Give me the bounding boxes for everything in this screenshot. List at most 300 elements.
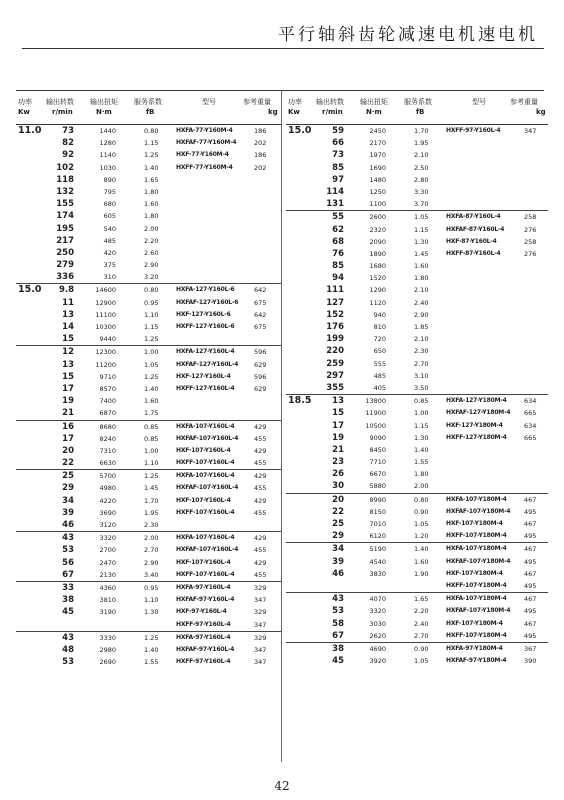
weight-cell: 455 [254, 459, 267, 468]
speed-cell: 20 [62, 445, 74, 456]
speed-cell: 48 [62, 644, 74, 655]
service-factor-cell: 1.70 [144, 496, 159, 505]
torque-cell: 720 [373, 335, 386, 344]
torque-cell: 8150 [369, 507, 386, 516]
speed-cell: 92 [62, 150, 74, 161]
weight-cell: 455 [254, 570, 267, 579]
speed-cell: 16 [62, 421, 74, 432]
weight-cell: 596 [254, 372, 267, 381]
torque-cell: 8450 [369, 445, 386, 454]
speed-cell: 17 [332, 420, 344, 431]
torque-cell: 9090 [369, 433, 386, 442]
table-row [286, 592, 548, 605]
table-row [16, 125, 281, 137]
service-factor-cell: 2.40 [414, 619, 429, 628]
left-rows [16, 125, 281, 668]
model-cell: HXFA-107-Y160L-4 [176, 534, 235, 542]
model-cell: HXFAF-127-Y160L-4 [176, 360, 239, 368]
torque-cell: 3810 [99, 596, 116, 605]
weight-cell: 429 [254, 558, 267, 567]
table-row [16, 359, 281, 371]
table-row [16, 482, 281, 494]
service-factor-cell: 1.55 [144, 658, 159, 667]
speed-cell: 39 [332, 556, 344, 567]
torque-cell: 2700 [99, 546, 116, 555]
table-row [286, 618, 548, 630]
speed-cell: 355 [326, 382, 344, 393]
table-row [286, 224, 548, 236]
torque-cell: 680 [103, 200, 116, 209]
table-row [16, 297, 281, 309]
weight-cell: 629 [254, 384, 267, 393]
torque-cell: 1520 [369, 274, 386, 283]
torque-cell: 555 [373, 359, 386, 368]
weight-cell: 675 [254, 298, 267, 307]
table-row [16, 544, 281, 556]
service-factor-cell: 2.70 [144, 546, 159, 555]
header-model: 型号 [472, 98, 486, 106]
speed-cell: 43 [332, 594, 344, 605]
left-table [16, 96, 281, 668]
speed-cell: 43 [62, 533, 74, 544]
service-factor-cell: 1.80 [414, 470, 429, 479]
right-rows [286, 125, 548, 667]
torque-cell: 13800 [365, 397, 386, 406]
speed-cell: 195 [56, 223, 74, 234]
service-factor-cell: 3.70 [414, 200, 429, 209]
power-cell: 11.0 [18, 125, 42, 136]
table-row [286, 642, 548, 655]
table-row [286, 394, 548, 407]
weight-cell: 495 [524, 607, 537, 616]
table-row [286, 149, 548, 161]
header-speed: 输出转数 [46, 98, 74, 106]
service-factor-cell: 2.30 [414, 347, 429, 356]
table-row [286, 420, 548, 432]
table-row [16, 247, 281, 259]
service-factor-cell: 2.50 [414, 163, 429, 172]
service-factor-cell: 1.60 [144, 200, 159, 209]
header-weight: 参考重量 [510, 98, 538, 106]
torque-cell: 10500 [365, 421, 386, 430]
speed-cell: 19 [62, 396, 74, 407]
right-table [286, 96, 548, 667]
service-factor-cell: 2.30 [144, 521, 159, 529]
weight-cell: 367 [524, 644, 537, 653]
table-row [16, 198, 281, 210]
speed-cell: 68 [332, 236, 344, 247]
service-factor-cell: 3.40 [144, 570, 159, 579]
service-factor-cell: 1.40 [414, 445, 429, 454]
service-factor-cell: 1.45 [144, 484, 159, 493]
table-row [16, 371, 281, 383]
speed-cell: 34 [62, 495, 74, 506]
speed-cell: 259 [326, 358, 344, 369]
model-cell: HXFF-107-Y160L-4 [176, 570, 235, 578]
torque-cell: 420 [103, 248, 116, 257]
weight-cell: 665 [524, 409, 537, 418]
header-weight: 参考重量 [243, 98, 271, 106]
model-cell: HXFF-107-Y160L-4 [176, 508, 235, 516]
torque-cell: 3320 [99, 534, 116, 543]
table-row [286, 556, 548, 568]
torque-cell: 5190 [369, 545, 386, 554]
table-row [286, 530, 548, 542]
torque-cell: 1280 [99, 139, 116, 148]
table-row [286, 272, 548, 284]
torque-cell: 8680 [99, 422, 116, 431]
torque-cell: 1250 [369, 187, 386, 196]
speed-cell: 9.8 [58, 285, 74, 296]
torque-cell: 6870 [99, 409, 116, 418]
service-factor-cell: 1.30 [414, 237, 429, 246]
model-cell: HXFA-107-Y180M-4 [446, 495, 507, 503]
weight-cell: 347 [254, 620, 267, 629]
model-cell: HXF-107-Y180M-4 [446, 520, 503, 527]
weight-cell: 629 [254, 360, 267, 369]
service-factor-cell: 1.60 [414, 262, 429, 271]
torque-cell: 4690 [369, 644, 386, 653]
torque-cell: 4070 [369, 595, 386, 604]
service-factor-cell: 1.10 [144, 596, 159, 605]
table-row [16, 283, 281, 296]
header-service: 服务系数 [134, 98, 162, 106]
model-cell: HXFA-97-Y180M-4 [446, 644, 503, 652]
model-cell: HXFA-77-Y160M-4 [176, 127, 233, 134]
speed-cell: 29 [332, 531, 344, 542]
weight-cell: 495 [524, 631, 537, 640]
speed-cell: 43 [62, 632, 74, 643]
table-row [16, 656, 281, 668]
service-factor-cell: 2.90 [144, 558, 159, 567]
weight-cell: 258 [524, 213, 537, 222]
table-row [16, 309, 281, 321]
speed-cell: 131 [326, 199, 344, 210]
speed-cell: 176 [326, 322, 344, 332]
torque-cell: 3190 [99, 608, 116, 617]
service-factor-cell: 1.70 [414, 127, 429, 135]
service-factor-cell: 1.40 [144, 645, 159, 654]
service-factor-cell: 2.70 [414, 631, 429, 640]
speed-cell: 33 [62, 582, 74, 593]
speed-cell: 94 [332, 273, 344, 284]
speed-cell: 25 [62, 471, 74, 482]
table-row [16, 445, 281, 457]
service-factor-cell: 1.40 [144, 384, 159, 393]
torque-cell: 11900 [365, 409, 386, 418]
table-row [16, 321, 281, 333]
service-factor-cell: 1.60 [144, 397, 159, 406]
model-cell: HXF-87-Y160L-4 [446, 237, 497, 245]
model-cell: HXFA-87-Y160L-4 [446, 213, 501, 221]
header-power: 功率 [18, 98, 32, 106]
service-factor-cell: 0.90 [414, 507, 429, 516]
torque-cell: 3330 [99, 633, 116, 642]
speed-cell: 73 [332, 150, 344, 161]
table-row [16, 395, 281, 407]
table-row [286, 236, 548, 248]
speed-cell: 14 [62, 322, 74, 332]
service-factor-cell: 2.60 [144, 248, 159, 257]
model-cell: HXFAF-97-Y160L-4 [176, 645, 235, 653]
model-cell: HXFA-107-Y160L-4 [176, 472, 235, 480]
service-factor-cell: 1.80 [144, 187, 159, 196]
service-factor-cell: 0.80 [144, 286, 159, 295]
table-row [286, 580, 548, 592]
service-factor-cell: 1.25 [144, 372, 159, 381]
speed-cell: 85 [332, 162, 344, 173]
service-factor-cell: 1.45 [414, 249, 429, 258]
weight-cell: 429 [254, 472, 267, 481]
torque-cell: 2130 [99, 570, 116, 579]
table-row [286, 542, 548, 555]
speed-cell: 21 [332, 444, 344, 455]
weight-cell: 455 [254, 434, 267, 443]
service-factor-cell: 2.20 [414, 607, 429, 616]
header-service-unit: fB [146, 108, 155, 116]
service-factor-cell: 1.25 [144, 472, 159, 481]
torque-cell: 405 [373, 383, 386, 392]
torque-cell: 7010 [369, 520, 386, 528]
speed-cell: 250 [56, 247, 74, 258]
header-torque: 输出扭矩 [360, 98, 388, 106]
model-cell: HXFAF-107-Y160L-4 [176, 546, 239, 554]
model-cell: HXF-77-Y160M-4 [176, 151, 229, 159]
model-cell: HXF-107-Y180M-4 [446, 569, 503, 577]
service-factor-cell: 2.10 [414, 151, 429, 160]
torque-cell: 3830 [369, 569, 386, 578]
table-row [286, 456, 548, 468]
service-factor-cell: 2.00 [144, 534, 159, 543]
torque-cell: 6120 [369, 532, 386, 541]
weight-cell: 329 [254, 608, 267, 617]
service-factor-cell: 1.25 [144, 335, 159, 344]
header-torque-unit: N·m [96, 108, 112, 116]
table-row [286, 432, 548, 444]
weight-cell: 276 [524, 249, 537, 258]
power-cell: 15.0 [18, 284, 42, 296]
table-row [16, 420, 281, 433]
torque-cell: 890 [103, 175, 116, 184]
speed-cell: 53 [332, 606, 344, 617]
torque-cell: 6630 [99, 459, 116, 468]
speed-cell: 38 [332, 643, 344, 654]
service-factor-cell: 1.90 [414, 569, 429, 578]
model-cell: HXFA-107-Y180M-4 [446, 595, 507, 603]
service-factor-cell: 2.00 [414, 482, 429, 491]
header-power-unit: Kw [288, 108, 300, 116]
torque-cell: 810 [373, 323, 386, 331]
torque-cell: 1440 [99, 127, 116, 135]
service-factor-cell: 2.70 [414, 359, 429, 368]
table-row [16, 457, 281, 469]
torque-cell: 12300 [95, 348, 116, 357]
table-row [286, 333, 548, 345]
table-row [286, 370, 548, 382]
torque-cell: 3320 [369, 607, 386, 616]
table-row [286, 493, 548, 506]
table-row [16, 210, 281, 222]
table-row [286, 198, 548, 210]
speed-cell: 25 [332, 519, 344, 529]
model-cell: HXF-107-Y180M-4 [446, 619, 503, 627]
service-factor-cell: 1.30 [144, 608, 159, 617]
model-cell: HXF-97-Y160L-4 [176, 608, 227, 616]
speed-cell: 19 [332, 432, 344, 443]
header-service-unit: fB [416, 108, 425, 116]
speed-cell: 132 [56, 186, 74, 197]
weight-cell: 665 [524, 433, 537, 442]
torque-cell: 3920 [369, 657, 386, 666]
title-rule [22, 48, 544, 49]
torque-cell: 1690 [369, 163, 386, 172]
service-factor-cell: 1.20 [414, 532, 429, 541]
torque-cell: 1030 [99, 163, 116, 172]
torque-cell: 4360 [99, 583, 116, 592]
model-cell: HXFAF-107-Y180M-4 [446, 557, 511, 565]
weight-cell: 467 [524, 495, 537, 504]
model-cell: HXFF-107-Y180M-4 [446, 581, 507, 589]
torque-cell: 4220 [99, 496, 116, 505]
speed-cell: 199 [326, 334, 344, 345]
table-row [16, 259, 281, 271]
speed-cell: 39 [62, 507, 74, 518]
service-factor-cell: 1.40 [414, 545, 429, 554]
header-model: 型号 [202, 98, 216, 106]
weight-cell: 467 [524, 619, 537, 628]
speed-cell: 38 [62, 595, 74, 606]
speed-cell: 111 [326, 285, 344, 296]
header-speed-unit: r/min [322, 108, 343, 116]
torque-cell: 940 [373, 310, 386, 319]
table-row [16, 383, 281, 395]
weight-cell: 347 [524, 127, 537, 135]
header-torque-unit: N·m [366, 108, 382, 116]
table-row [286, 605, 548, 617]
header-speed: 输出转数 [316, 98, 344, 106]
speed-cell: 45 [62, 607, 74, 618]
torque-cell: 3120 [99, 521, 116, 529]
service-factor-cell: 0.90 [414, 644, 429, 653]
weight-cell: 186 [254, 151, 267, 160]
weight-cell: 186 [254, 127, 267, 135]
model-cell: HXF-127-Y180M-4 [446, 421, 503, 429]
speed-cell: 20 [332, 494, 344, 505]
speed-cell: 66 [332, 138, 344, 149]
weight-cell: 467 [524, 595, 537, 604]
torque-cell: 1140 [99, 151, 116, 160]
speed-cell: 73 [62, 126, 74, 136]
table-row [286, 382, 548, 394]
weight-cell: 467 [524, 545, 537, 554]
speed-cell: 217 [56, 235, 74, 246]
torque-cell: 2690 [99, 658, 116, 667]
weight-cell: 495 [524, 581, 537, 590]
header-torque: 输出扭矩 [90, 98, 118, 106]
torque-cell: 2980 [99, 645, 116, 654]
column-divider [281, 90, 282, 762]
service-factor-cell: 1.60 [414, 557, 429, 566]
table-row [286, 655, 548, 667]
service-factor-cell: 1.10 [144, 459, 159, 468]
table-row [16, 149, 281, 161]
page-title: 平行轴斜齿轮减速电机速电机 [278, 25, 538, 45]
service-factor-cell: 3.20 [144, 273, 159, 282]
speed-cell: 21 [62, 408, 74, 419]
speed-cell: 76 [332, 248, 344, 259]
service-factor-cell: 1.95 [144, 508, 159, 517]
torque-cell: 2600 [369, 213, 386, 222]
torque-cell: 1970 [369, 151, 386, 160]
speed-cell: 279 [56, 260, 74, 271]
header-speed-unit: r/min [52, 108, 73, 116]
service-factor-cell: 1.30 [414, 433, 429, 442]
speed-cell: 13 [62, 309, 74, 320]
weight-cell: 347 [254, 658, 267, 667]
service-factor-cell: 1.15 [144, 323, 159, 331]
speed-cell: 59 [332, 126, 344, 136]
speed-cell: 220 [326, 346, 344, 357]
speed-cell: 155 [56, 199, 74, 210]
service-factor-cell: 0.95 [144, 298, 159, 307]
torque-cell: 9710 [99, 372, 116, 381]
speed-cell: 114 [326, 186, 344, 197]
torque-cell: 540 [103, 224, 116, 233]
torque-cell: 1120 [369, 298, 386, 307]
torque-cell: 4540 [369, 557, 386, 566]
table-row [286, 358, 548, 370]
service-factor-cell: 1.65 [414, 595, 429, 604]
speed-cell: 34 [332, 544, 344, 555]
service-factor-cell: 1.05 [414, 520, 429, 528]
table-row [286, 630, 548, 642]
weight-cell: 347 [254, 596, 267, 605]
table-row [16, 345, 281, 358]
speed-cell: 53 [62, 545, 74, 556]
table-row [286, 480, 548, 492]
speed-cell: 15 [332, 408, 344, 419]
torque-cell: 1480 [369, 175, 386, 184]
service-factor-cell: 0.85 [144, 434, 159, 443]
speed-cell: 22 [332, 506, 344, 517]
torque-cell: 310 [103, 273, 116, 282]
service-factor-cell: 1.80 [144, 212, 159, 221]
service-factor-cell: 1.40 [144, 163, 159, 172]
table-row [16, 631, 281, 644]
service-factor-cell: 3.50 [414, 383, 429, 392]
service-factor-cell: 2.10 [414, 286, 429, 295]
speed-cell: 12 [62, 347, 74, 358]
service-factor-cell: 2.80 [414, 175, 429, 184]
speed-cell: 46 [62, 520, 74, 530]
table-row [16, 137, 281, 149]
header-service: 服务系数 [404, 98, 432, 106]
model-cell: HXFA-127-Y160L-4 [176, 348, 235, 356]
torque-cell: 485 [103, 236, 116, 245]
table-row [286, 407, 548, 419]
torque-cell: 2470 [99, 558, 116, 567]
weight-cell: 495 [524, 557, 537, 566]
table-row [16, 162, 281, 174]
torque-cell: 5880 [369, 482, 386, 491]
speed-cell: 85 [332, 261, 344, 272]
speed-cell: 102 [56, 162, 74, 173]
speed-cell: 55 [332, 212, 344, 223]
speed-cell: 82 [62, 138, 74, 149]
table-row [16, 619, 281, 631]
torque-cell: 4980 [99, 484, 116, 493]
power-cell: 15.0 [288, 125, 312, 136]
